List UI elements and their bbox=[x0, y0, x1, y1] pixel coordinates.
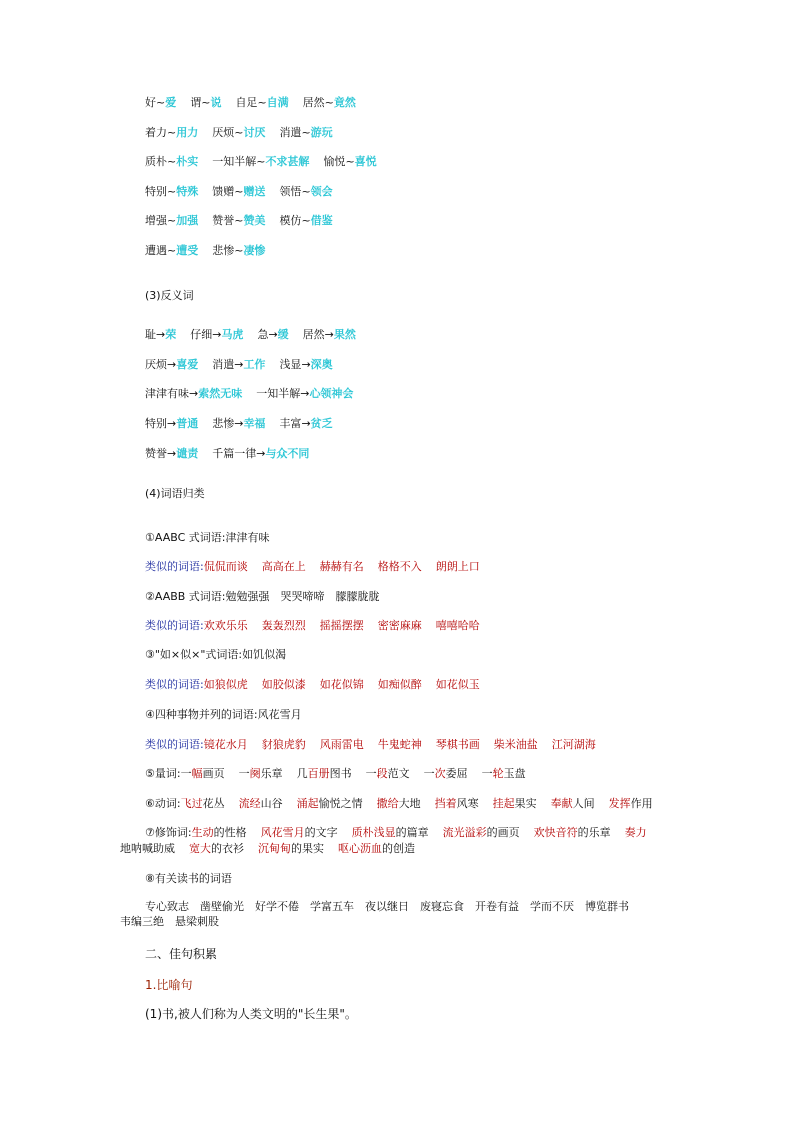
tilde-mark: ~ bbox=[156, 96, 166, 109]
tilde-mark: ~ bbox=[234, 244, 244, 257]
synonym-row bbox=[145, 155, 377, 169]
antonym-word: 浅显 bbox=[279, 358, 302, 371]
synonym-row bbox=[145, 96, 356, 110]
simile-title: 1.比喻句 bbox=[145, 978, 193, 992]
similar-word: 风雨雷电 bbox=[319, 738, 364, 751]
measure-key: 段 bbox=[376, 767, 388, 780]
synonym-word: 增强 bbox=[145, 214, 167, 227]
antonym-answer: 工作 bbox=[243, 358, 266, 371]
synonym-answer: 爱 bbox=[165, 96, 177, 109]
antonyms-heading: (3)反义词 bbox=[145, 289, 194, 302]
modifier-post: 的性格 bbox=[213, 826, 247, 839]
measure-pre: 一 bbox=[365, 767, 377, 780]
synonym-word: 自足 bbox=[235, 96, 258, 109]
aabb-similar-words bbox=[204, 619, 480, 632]
arrow-mark: → bbox=[256, 447, 266, 460]
ruxi-similar-line bbox=[145, 678, 480, 692]
antonym-row bbox=[145, 417, 333, 431]
similar-word: 柴米油盐 bbox=[493, 738, 538, 751]
verb-key: 涌起 bbox=[296, 797, 319, 810]
similar-label: 类似的词语: bbox=[145, 560, 204, 573]
modifier-key: 沉甸甸 bbox=[258, 842, 291, 855]
arrow-mark: → bbox=[234, 417, 244, 430]
measure-key: 阕 bbox=[249, 767, 261, 780]
antonym-word: 耻 bbox=[145, 328, 156, 341]
antonym-word: 厌烦 bbox=[145, 358, 167, 371]
synonym-word: 消遣 bbox=[279, 126, 302, 139]
reading-words-line-1: 专心致志 凿壁偷光 好学不倦 学富五车 夜以继日 废寝忘食 开卷有益 学而不厌 博览群书 bbox=[145, 900, 629, 913]
measure-key: 次 bbox=[434, 767, 446, 780]
sentence-1: (1)书,被人们称为人类文明的"长生果"。 bbox=[145, 1007, 357, 1021]
tilde-mark: ~ bbox=[167, 244, 177, 257]
four-similar-line bbox=[145, 738, 596, 752]
synonym-answer: 特殊 bbox=[176, 185, 199, 198]
antonym-answer: 普通 bbox=[176, 417, 199, 430]
antonym-answer: 索然无味 bbox=[198, 387, 243, 400]
measure-words bbox=[181, 767, 526, 780]
aabc-similar-words bbox=[204, 560, 480, 573]
synonym-answer: 竟然 bbox=[333, 96, 356, 109]
synonym-word: 赞誉 bbox=[212, 214, 235, 227]
tilde-mark: ~ bbox=[167, 155, 177, 168]
modifier-prefix: ⑦修饰词: bbox=[145, 826, 192, 839]
reading-words-line-2: 韦编三绝 悬梁刺股 bbox=[120, 915, 219, 928]
modifier-key: 风花雪月 bbox=[260, 826, 305, 839]
synonym-answer: 讨厌 bbox=[243, 126, 266, 139]
verb-key: 撒给 bbox=[376, 797, 399, 810]
antonym-answer: 荣 bbox=[165, 328, 177, 341]
antonym-word: 津津有味 bbox=[145, 387, 189, 400]
antonym-word: 千篇一律 bbox=[212, 447, 257, 460]
similar-word: 欢欢乐乐 bbox=[203, 619, 248, 632]
verb-post: 花丛 bbox=[202, 797, 225, 810]
similar-word: 嘻嘻哈哈 bbox=[435, 619, 480, 632]
measure-key: 轮 bbox=[492, 767, 504, 780]
antonym-answer: 深奥 bbox=[310, 358, 333, 371]
arrow-mark: → bbox=[167, 358, 177, 371]
antonym-answer: 与众不同 bbox=[265, 447, 310, 460]
modifier-words-2 bbox=[175, 842, 415, 855]
synonym-answer: 凄惨 bbox=[243, 244, 266, 257]
synonym-word: 谓 bbox=[190, 96, 202, 109]
tilde-mark: ~ bbox=[301, 126, 311, 139]
arrow-mark: → bbox=[167, 417, 177, 430]
modifier-post: 的文字 bbox=[304, 826, 338, 839]
modifier-line-2-lead: 地呐喊助威 bbox=[120, 842, 175, 855]
verb-key: 流经 bbox=[238, 797, 261, 810]
similar-label: 类似的词语: bbox=[145, 678, 204, 691]
antonym-word: 消遣 bbox=[212, 358, 235, 371]
tilde-mark: ~ bbox=[167, 185, 177, 198]
synonym-word: 着力 bbox=[145, 126, 167, 139]
similar-word: 如胶似漆 bbox=[261, 678, 306, 691]
similar-word: 如花似锦 bbox=[319, 678, 364, 691]
arrow-mark: → bbox=[156, 328, 166, 341]
arrow-mark: → bbox=[324, 328, 334, 341]
measure-post: 图书 bbox=[329, 767, 352, 780]
tilde-mark: ~ bbox=[234, 214, 244, 227]
ruxi-similar-words bbox=[204, 678, 480, 691]
verb-post: 果实 bbox=[514, 797, 537, 810]
tilde-mark: ~ bbox=[257, 96, 267, 109]
similar-word: 密密麻麻 bbox=[377, 619, 422, 632]
similar-label: 类似的词语: bbox=[145, 738, 204, 751]
arrow-mark: → bbox=[234, 358, 244, 371]
four-label: ④四种事物并列的词语:风花雪月 bbox=[145, 708, 302, 721]
synonym-word: 居然 bbox=[302, 96, 325, 109]
verb-line bbox=[145, 797, 653, 811]
synonym-answer: 喜悦 bbox=[354, 155, 377, 168]
similar-word: 摇摇摆摆 bbox=[319, 619, 364, 632]
classify-heading: (4)词语归类 bbox=[145, 487, 205, 500]
synonym-answer: 用力 bbox=[176, 126, 199, 139]
antonym-answer: 贫乏 bbox=[310, 417, 333, 430]
modifier-post: 的乐章 bbox=[577, 826, 611, 839]
antonym-row bbox=[145, 328, 356, 342]
synonym-answer: 赞美 bbox=[243, 214, 266, 227]
modifier-words-1 bbox=[192, 826, 647, 839]
similar-word: 如狼似虎 bbox=[203, 678, 248, 691]
modifier-key: 宽大 bbox=[189, 842, 211, 855]
modifier-key: 质朴浅显 bbox=[351, 826, 396, 839]
synonym-answer: 遭受 bbox=[176, 244, 199, 257]
similar-word: 江河湖海 bbox=[551, 738, 596, 751]
modifier-post: 的篇章 bbox=[395, 826, 429, 839]
arrow-mark: → bbox=[268, 328, 278, 341]
aabc-similar-line bbox=[145, 560, 480, 574]
antonym-answer: 马虎 bbox=[221, 328, 244, 341]
antonym-word: 急 bbox=[257, 328, 269, 341]
verb-post: 人间 bbox=[572, 797, 595, 810]
synonym-word: 悲惨 bbox=[212, 244, 235, 257]
synonym-row bbox=[145, 214, 333, 228]
synonym-row bbox=[145, 185, 333, 199]
arrow-mark: → bbox=[167, 447, 177, 460]
arrow-mark: → bbox=[300, 387, 310, 400]
measure-pre: 一 bbox=[481, 767, 493, 780]
tilde-mark: ~ bbox=[167, 214, 177, 227]
similar-word: 如痴似醉 bbox=[377, 678, 422, 691]
tilde-mark: ~ bbox=[301, 214, 311, 227]
modifier-post: 的创造 bbox=[382, 842, 415, 855]
similar-word: 格格不入 bbox=[377, 560, 422, 573]
measure-pre: 一 bbox=[238, 767, 250, 780]
tilde-mark: ~ bbox=[256, 155, 266, 168]
modifier-key: 奏力 bbox=[624, 826, 647, 839]
synonym-word: 遭遇 bbox=[145, 244, 167, 257]
verb-words bbox=[181, 797, 653, 810]
similar-word: 侃侃而谈 bbox=[203, 560, 248, 573]
tilde-mark: ~ bbox=[324, 96, 334, 109]
measure-pre: 几 bbox=[296, 767, 308, 780]
synonym-answer: 自满 bbox=[266, 96, 289, 109]
similar-word: 如花似玉 bbox=[435, 678, 480, 691]
measure-post: 玉盘 bbox=[503, 767, 526, 780]
synonym-word: 质朴 bbox=[145, 155, 167, 168]
section-2-title: 二、佳句积累 bbox=[145, 947, 218, 961]
antonym-row bbox=[145, 358, 333, 372]
antonym-answer: 缓 bbox=[277, 328, 289, 341]
synonym-word: 馈赠 bbox=[212, 185, 235, 198]
measure-pre: 一 bbox=[423, 767, 435, 780]
verb-post: 山谷 bbox=[260, 797, 283, 810]
similar-word: 镜花水月 bbox=[203, 738, 248, 751]
antonym-word: 赞誉 bbox=[145, 447, 167, 460]
synonym-word: 愉悦 bbox=[323, 155, 346, 168]
measure-post: 委屈 bbox=[445, 767, 468, 780]
antonym-word: 悲惨 bbox=[212, 417, 235, 430]
aabc-label: ①AABC 式词语:津津有味 bbox=[145, 531, 270, 544]
antonym-word: 丰富 bbox=[279, 417, 302, 430]
synonym-answer: 借鉴 bbox=[310, 214, 333, 227]
aabb-label: ②AABB 式词语:勉勉强强 哭哭啼啼 朦朦胧胧 bbox=[145, 590, 380, 603]
measure-line bbox=[145, 767, 526, 781]
antonym-word: 居然 bbox=[302, 328, 325, 341]
reading-label: ⑧有关读书的词语 bbox=[145, 872, 232, 885]
measure-pre: 一 bbox=[180, 767, 192, 780]
modifier-key: 欢快音符 bbox=[533, 826, 578, 839]
verb-post: 大地 bbox=[398, 797, 421, 810]
modifier-key: 流光溢彩 bbox=[442, 826, 487, 839]
modifier-key: 呕心沥血 bbox=[338, 842, 382, 855]
antonym-answer: 幸福 bbox=[243, 417, 266, 430]
synonym-word: 厌烦 bbox=[212, 126, 235, 139]
antonym-word: 特别 bbox=[145, 417, 167, 430]
similar-word: 高高在上 bbox=[261, 560, 306, 573]
ruxi-label: ③"如×似×"式词语:如饥似渴 bbox=[145, 648, 287, 661]
modifier-line-1 bbox=[145, 826, 647, 840]
tilde-mark: ~ bbox=[301, 185, 311, 198]
synonym-answer: 领会 bbox=[310, 185, 333, 198]
similar-word: 豺狼虎豹 bbox=[261, 738, 306, 751]
measure-key: 百册 bbox=[307, 767, 330, 780]
antonym-row bbox=[145, 387, 353, 401]
verb-key: 奉献 bbox=[550, 797, 573, 810]
aabb-similar-line bbox=[145, 619, 480, 633]
antonym-row bbox=[145, 447, 309, 461]
antonym-word: 仔细 bbox=[190, 328, 213, 341]
measure-key: 幅 bbox=[191, 767, 203, 780]
verb-post: 风寒 bbox=[456, 797, 479, 810]
synonym-row bbox=[145, 244, 265, 258]
measure-post: 画页 bbox=[202, 767, 225, 780]
antonym-word: 一知半解 bbox=[256, 387, 301, 400]
synonym-word: 特别 bbox=[145, 185, 167, 198]
verb-key: 发挥 bbox=[608, 797, 631, 810]
measure-post: 乐章 bbox=[260, 767, 283, 780]
measure-prefix: ⑤量词: bbox=[145, 767, 181, 780]
verb-key: 飞过 bbox=[180, 797, 203, 810]
tilde-mark: ~ bbox=[234, 126, 244, 139]
synonym-answer: 赠送 bbox=[243, 185, 266, 198]
synonym-answer: 说 bbox=[210, 96, 222, 109]
arrow-mark: → bbox=[301, 417, 311, 430]
verb-prefix: ⑥动词: bbox=[145, 797, 181, 810]
synonym-row bbox=[145, 126, 333, 140]
similar-word: 赫赫有名 bbox=[319, 560, 364, 573]
tilde-mark: ~ bbox=[234, 185, 244, 198]
arrow-mark: → bbox=[212, 328, 222, 341]
arrow-mark: → bbox=[301, 358, 311, 371]
similar-word: 轰轰烈烈 bbox=[261, 619, 306, 632]
modifier-line-2 bbox=[120, 842, 415, 856]
verb-post: 愉悦之情 bbox=[318, 797, 363, 810]
four-similar-words bbox=[204, 738, 596, 751]
arrow-mark: → bbox=[189, 387, 199, 400]
synonym-answer: 游玩 bbox=[310, 126, 333, 139]
synonym-word: 模仿 bbox=[279, 214, 302, 227]
verb-key: 挂起 bbox=[492, 797, 515, 810]
antonym-answer: 果然 bbox=[333, 328, 356, 341]
synonym-word: 好 bbox=[145, 96, 156, 109]
similar-word: 琴棋书画 bbox=[435, 738, 480, 751]
verb-post: 作用 bbox=[630, 797, 653, 810]
synonym-word: 一知半解 bbox=[212, 155, 257, 168]
similar-word: 牛鬼蛇神 bbox=[377, 738, 422, 751]
modifier-post: 的衣衫 bbox=[211, 842, 244, 855]
similar-word: 朗朗上口 bbox=[435, 560, 480, 573]
modifier-post: 的画页 bbox=[486, 826, 520, 839]
tilde-mark: ~ bbox=[167, 126, 177, 139]
synonym-word: 领悟 bbox=[279, 185, 302, 198]
modifier-key: 生动 bbox=[191, 826, 214, 839]
modifier-post: 的果实 bbox=[291, 842, 324, 855]
tilde-mark: ~ bbox=[345, 155, 355, 168]
similar-label: 类似的词语: bbox=[145, 619, 204, 632]
synonym-answer: 加强 bbox=[176, 214, 199, 227]
synonym-answer: 朴实 bbox=[176, 155, 199, 168]
synonym-answer: 不求甚解 bbox=[265, 155, 310, 168]
antonym-answer: 心领神会 bbox=[309, 387, 354, 400]
verb-key: 挡着 bbox=[434, 797, 457, 810]
antonym-answer: 喜爱 bbox=[176, 358, 199, 371]
measure-post: 范文 bbox=[387, 767, 410, 780]
antonym-answer: 谴责 bbox=[176, 447, 199, 460]
tilde-mark: ~ bbox=[201, 96, 211, 109]
